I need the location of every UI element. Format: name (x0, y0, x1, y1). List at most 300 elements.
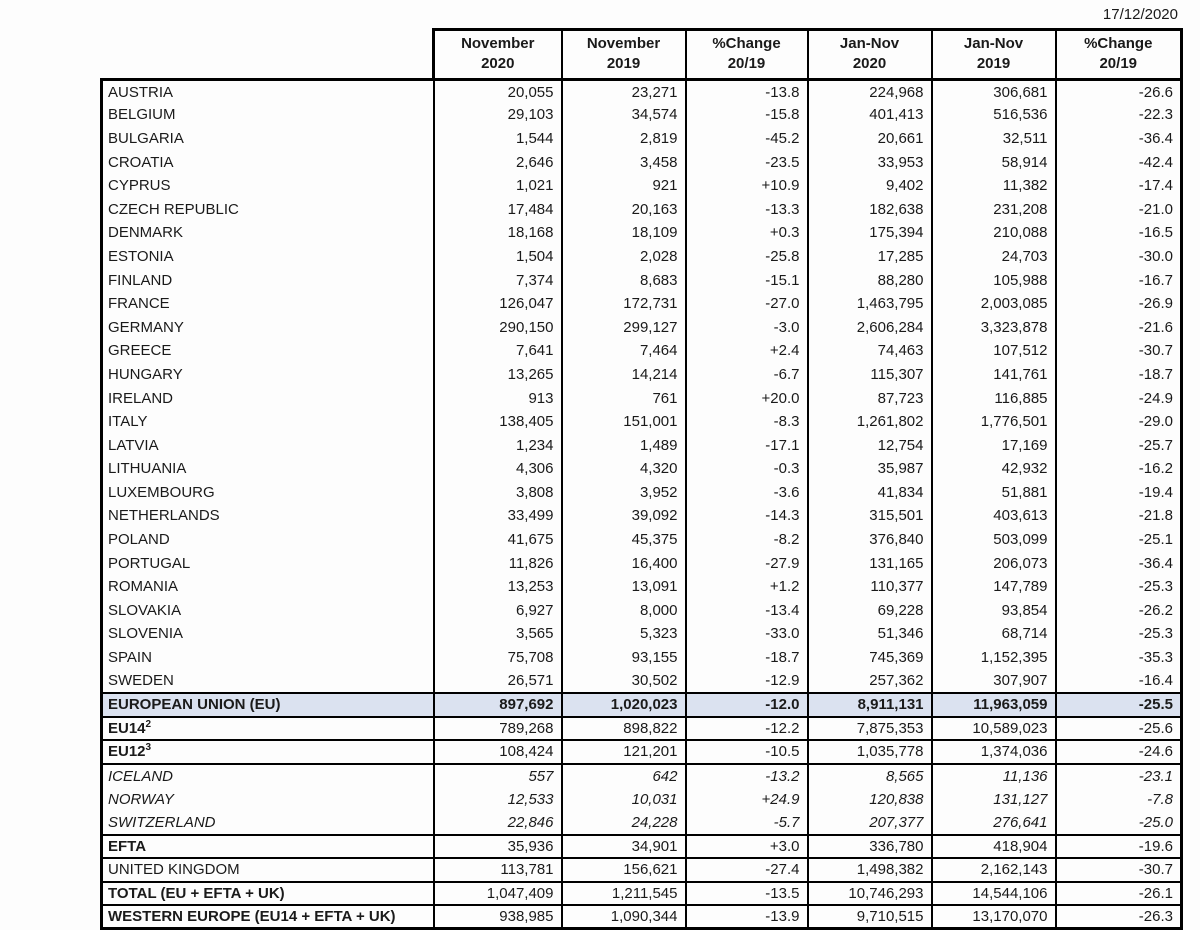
value-cell: 1,489 (562, 433, 686, 457)
value-cell: 16,400 (562, 551, 686, 575)
value-cell: 17,169 (932, 433, 1056, 457)
value-cell: -24.9 (1056, 386, 1182, 410)
value-cell: 224,968 (808, 80, 932, 104)
col-header-november-2019 (562, 30, 686, 80)
value-cell: 33,499 (434, 504, 562, 528)
value-cell: 299,127 (562, 315, 686, 339)
value-cell: 29,103 (434, 103, 562, 127)
value-cell: 110,377 (808, 575, 932, 599)
value-cell: 3,808 (434, 481, 562, 505)
value-cell: 20,163 (562, 197, 686, 221)
value-cell: 10,746,293 (808, 882, 932, 906)
row-norway (102, 787, 1182, 811)
value-cell: 87,723 (808, 386, 932, 410)
value-cell: +10.9 (686, 174, 808, 198)
row-switzerland (102, 811, 1182, 835)
value-cell: 13,170,070 (932, 905, 1056, 929)
value-cell: 913 (434, 386, 562, 410)
value-cell: -30.7 (1056, 858, 1182, 882)
row-france (102, 292, 1182, 316)
row-estonia (102, 245, 1182, 269)
row-label: EFTA (102, 835, 434, 859)
value-cell: -13.2 (686, 764, 808, 788)
value-cell: -42.4 (1056, 150, 1182, 174)
value-cell: 3,323,878 (932, 315, 1056, 339)
row-italy (102, 410, 1182, 434)
value-cell: -7.8 (1056, 787, 1182, 811)
value-cell: 1,234 (434, 433, 562, 457)
row-label: DENMARK (102, 221, 434, 245)
value-cell: -27.0 (686, 292, 808, 316)
value-cell: 32,511 (932, 127, 1056, 151)
value-cell: 14,544,106 (932, 882, 1056, 906)
value-cell: 642 (562, 764, 686, 788)
value-cell: 1,374,036 (932, 740, 1056, 764)
table-header-row (102, 30, 1182, 80)
row-slovakia (102, 599, 1182, 623)
value-cell: -25.6 (1056, 717, 1182, 741)
value-cell: -30.7 (1056, 339, 1182, 363)
row-romania (102, 575, 1182, 599)
row-iceland (102, 764, 1182, 788)
value-cell: 141,761 (932, 363, 1056, 387)
value-cell: -15.8 (686, 103, 808, 127)
row-latvia (102, 433, 1182, 457)
row-label: TOTAL (EU + EFTA + UK) (102, 882, 434, 906)
value-cell: 75,708 (434, 646, 562, 670)
value-cell: 516,536 (932, 103, 1056, 127)
value-cell: -13.4 (686, 599, 808, 623)
value-cell: 1,047,409 (434, 882, 562, 906)
value-cell: 10,031 (562, 787, 686, 811)
header-spacer (102, 30, 434, 80)
value-cell: 151,001 (562, 410, 686, 434)
value-cell: -16.7 (1056, 268, 1182, 292)
value-cell: 207,377 (808, 811, 932, 835)
value-cell: 376,840 (808, 528, 932, 552)
value-cell: 11,963,059 (932, 693, 1056, 717)
value-cell: 1,020,023 (562, 693, 686, 717)
row-ireland (102, 386, 1182, 410)
col-header-line2: 2020 (481, 55, 515, 72)
col-header-line1: %Change (712, 35, 781, 52)
value-cell: -6.7 (686, 363, 808, 387)
row-label: NORWAY (102, 787, 434, 811)
value-cell: 23,271 (562, 80, 686, 104)
table-body (102, 80, 1182, 929)
value-cell: 88,280 (808, 268, 932, 292)
col-header-line1: %Change (1084, 35, 1153, 52)
row-european-union-eu- (102, 693, 1182, 717)
col-header-line2: 2020 (852, 55, 887, 72)
value-cell: 897,692 (434, 693, 562, 717)
value-cell: 22,846 (434, 811, 562, 835)
report-date: 17/12/2020 (1102, 6, 1178, 23)
value-cell: -18.7 (686, 646, 808, 670)
value-cell: 12,754 (808, 433, 932, 457)
value-cell: 6,927 (434, 599, 562, 623)
value-cell: 276,641 (932, 811, 1056, 835)
value-cell: 8,565 (808, 764, 932, 788)
row-spain (102, 646, 1182, 670)
value-cell: 120,838 (808, 787, 932, 811)
value-cell: 789,268 (434, 717, 562, 741)
col-header--change-20-19 (1056, 30, 1182, 80)
value-cell: 5,323 (562, 622, 686, 646)
row-label: FRANCE (102, 292, 434, 316)
value-cell: 4,306 (434, 457, 562, 481)
row-sweden (102, 669, 1182, 693)
value-cell: -25.5 (1056, 693, 1182, 717)
value-cell: -26.9 (1056, 292, 1182, 316)
value-cell: 1,021 (434, 174, 562, 198)
footnote-marker: 3 (145, 742, 152, 754)
value-cell: -15.1 (686, 268, 808, 292)
value-cell: 13,265 (434, 363, 562, 387)
value-cell: 1,035,778 (808, 740, 932, 764)
value-cell: -25.0 (1056, 811, 1182, 835)
col-header--change-20-19 (686, 30, 808, 80)
value-cell: 131,127 (932, 787, 1056, 811)
value-cell: 41,834 (808, 481, 932, 505)
row-label: ROMANIA (102, 575, 434, 599)
row-czech-republic (102, 197, 1182, 221)
value-cell: 105,988 (932, 268, 1056, 292)
value-cell: 93,854 (932, 599, 1056, 623)
value-cell: 34,574 (562, 103, 686, 127)
value-cell: 401,413 (808, 103, 932, 127)
row-poland (102, 528, 1182, 552)
value-cell: 24,703 (932, 245, 1056, 269)
value-cell: 315,501 (808, 504, 932, 528)
value-cell: 20,661 (808, 127, 932, 151)
value-cell: -21.8 (1056, 504, 1182, 528)
value-cell: 51,346 (808, 622, 932, 646)
col-header-line2: 2019 (976, 55, 1011, 72)
value-cell: -8.2 (686, 528, 808, 552)
value-cell: 761 (562, 386, 686, 410)
row-eu14 (102, 717, 1182, 741)
col-header-line2: 20/19 (727, 55, 766, 72)
value-cell: -25.3 (1056, 622, 1182, 646)
value-cell: +2.4 (686, 339, 808, 363)
row-portugal (102, 551, 1182, 575)
value-cell: 17,484 (434, 197, 562, 221)
row-finland (102, 268, 1182, 292)
row-label: GREECE (102, 339, 434, 363)
value-cell: 11,136 (932, 764, 1056, 788)
value-cell: -18.7 (1056, 363, 1182, 387)
value-cell: 131,165 (808, 551, 932, 575)
row-label: PORTUGAL (102, 551, 434, 575)
col-header-line1: November (461, 35, 535, 52)
row-label: POLAND (102, 528, 434, 552)
value-cell: 7,464 (562, 339, 686, 363)
value-cell: 138,405 (434, 410, 562, 434)
value-cell: 1,211,545 (562, 882, 686, 906)
value-cell: -26.1 (1056, 882, 1182, 906)
value-cell: -26.3 (1056, 905, 1182, 929)
row-lithuania (102, 457, 1182, 481)
value-cell: +20.0 (686, 386, 808, 410)
value-cell: 403,613 (932, 504, 1056, 528)
value-cell: -33.0 (686, 622, 808, 646)
row-label: SWITZERLAND (102, 811, 434, 835)
value-cell: +0.3 (686, 221, 808, 245)
value-cell: 938,985 (434, 905, 562, 929)
car-registrations-table (100, 28, 1183, 930)
row-label: NETHERLANDS (102, 504, 434, 528)
value-cell: 336,780 (808, 835, 932, 859)
value-cell: -5.7 (686, 811, 808, 835)
value-cell: 503,099 (932, 528, 1056, 552)
row-label: ITALY (102, 410, 434, 434)
value-cell: 68,714 (932, 622, 1056, 646)
value-cell: 4,320 (562, 457, 686, 481)
value-cell: -35.3 (1056, 646, 1182, 670)
value-cell: -12.2 (686, 717, 808, 741)
row-label: SPAIN (102, 646, 434, 670)
value-cell: -17.1 (686, 433, 808, 457)
value-cell: 51,881 (932, 481, 1056, 505)
row-label: SLOVENIA (102, 622, 434, 646)
value-cell: 33,953 (808, 150, 932, 174)
value-cell: 10,589,023 (932, 717, 1056, 741)
value-cell: 30,502 (562, 669, 686, 693)
row-label: LATVIA (102, 433, 434, 457)
value-cell: 7,641 (434, 339, 562, 363)
value-cell: 2,819 (562, 127, 686, 151)
value-cell: 557 (434, 764, 562, 788)
row-label: EUROPEAN UNION (EU) (102, 693, 434, 717)
value-cell: 1,498,382 (808, 858, 932, 882)
value-cell: -30.0 (1056, 245, 1182, 269)
col-header-line2: 20/19 (1099, 55, 1138, 72)
row-eu12 (102, 740, 1182, 764)
value-cell: 39,092 (562, 504, 686, 528)
row-label: BULGARIA (102, 127, 434, 151)
col-header-line1: Jan-Nov (963, 35, 1024, 52)
value-cell: 107,512 (932, 339, 1056, 363)
value-cell: -12.9 (686, 669, 808, 693)
value-cell: -45.2 (686, 127, 808, 151)
row-cyprus (102, 174, 1182, 198)
value-cell: -8.3 (686, 410, 808, 434)
value-cell: -36.4 (1056, 551, 1182, 575)
value-cell: +24.9 (686, 787, 808, 811)
value-cell: 8,683 (562, 268, 686, 292)
value-cell: 156,621 (562, 858, 686, 882)
value-cell: -25.7 (1056, 433, 1182, 457)
value-cell: -3.6 (686, 481, 808, 505)
value-cell: 307,907 (932, 669, 1056, 693)
value-cell: 8,000 (562, 599, 686, 623)
value-cell: +1.2 (686, 575, 808, 599)
value-cell: -27.9 (686, 551, 808, 575)
value-cell: 2,003,085 (932, 292, 1056, 316)
value-cell: 147,789 (932, 575, 1056, 599)
row-label: SWEDEN (102, 669, 434, 693)
value-cell: 3,458 (562, 150, 686, 174)
value-cell: -21.6 (1056, 315, 1182, 339)
value-cell: 34,901 (562, 835, 686, 859)
value-cell: 17,285 (808, 245, 932, 269)
row-luxembourg (102, 481, 1182, 505)
row-denmark (102, 221, 1182, 245)
value-cell: 26,571 (434, 669, 562, 693)
value-cell: 257,362 (808, 669, 932, 693)
value-cell: 7,875,353 (808, 717, 932, 741)
value-cell: 14,214 (562, 363, 686, 387)
value-cell: 8,911,131 (808, 693, 932, 717)
value-cell: 921 (562, 174, 686, 198)
value-cell: 108,424 (434, 740, 562, 764)
value-cell: 13,253 (434, 575, 562, 599)
value-cell: -23.1 (1056, 764, 1182, 788)
row-germany (102, 315, 1182, 339)
value-cell: -21.0 (1056, 197, 1182, 221)
value-cell: 35,936 (434, 835, 562, 859)
value-cell: -10.5 (686, 740, 808, 764)
value-cell: 3,565 (434, 622, 562, 646)
value-cell: 1,152,395 (932, 646, 1056, 670)
row-label: UNITED KINGDOM (102, 858, 434, 882)
value-cell: -13.3 (686, 197, 808, 221)
value-cell: -13.5 (686, 882, 808, 906)
value-cell: -22.3 (1056, 103, 1182, 127)
row-label: ICELAND (102, 764, 434, 788)
value-cell: -12.0 (686, 693, 808, 717)
value-cell: 13,091 (562, 575, 686, 599)
value-cell: 58,914 (932, 150, 1056, 174)
row-label: EU12$^3$ (102, 740, 434, 764)
value-cell: 210,088 (932, 221, 1056, 245)
value-cell: -25.8 (686, 245, 808, 269)
value-cell: 2,162,143 (932, 858, 1056, 882)
row-total-eu-efta-uk- (102, 882, 1182, 906)
value-cell: 9,402 (808, 174, 932, 198)
row-bulgaria (102, 127, 1182, 151)
value-cell: +3.0 (686, 835, 808, 859)
row-greece (102, 339, 1182, 363)
value-cell: 113,781 (434, 858, 562, 882)
row-efta (102, 835, 1182, 859)
row-label: CYPRUS (102, 174, 434, 198)
value-cell: -13.8 (686, 80, 808, 104)
value-cell: -3.0 (686, 315, 808, 339)
value-cell: -27.4 (686, 858, 808, 882)
value-cell: 2,028 (562, 245, 686, 269)
value-cell: 290,150 (434, 315, 562, 339)
value-cell: -16.2 (1056, 457, 1182, 481)
value-cell: 1,090,344 (562, 905, 686, 929)
value-cell: 35,987 (808, 457, 932, 481)
value-cell: 69,228 (808, 599, 932, 623)
value-cell: -29.0 (1056, 410, 1182, 434)
value-cell: 745,369 (808, 646, 932, 670)
col-header-line1: Jan-Nov (839, 35, 900, 52)
value-cell: 18,168 (434, 221, 562, 245)
value-cell: 1,463,795 (808, 292, 932, 316)
value-cell: 231,208 (932, 197, 1056, 221)
value-cell: -25.1 (1056, 528, 1182, 552)
table-header (102, 30, 1182, 80)
value-cell: -36.4 (1056, 127, 1182, 151)
value-cell: 1,776,501 (932, 410, 1056, 434)
value-cell: 172,731 (562, 292, 686, 316)
value-cell: 175,394 (808, 221, 932, 245)
value-cell: 12,533 (434, 787, 562, 811)
value-cell: -16.4 (1056, 669, 1182, 693)
col-header-jan-nov-2020 (808, 30, 932, 80)
value-cell: 74,463 (808, 339, 932, 363)
value-cell: 11,382 (932, 174, 1056, 198)
value-cell: 1,261,802 (808, 410, 932, 434)
value-cell: 11,826 (434, 551, 562, 575)
col-header-jan-nov-2019 (932, 30, 1056, 80)
value-cell: 206,073 (932, 551, 1056, 575)
value-cell: -19.4 (1056, 481, 1182, 505)
value-cell: 898,822 (562, 717, 686, 741)
value-cell: 45,375 (562, 528, 686, 552)
footnote-marker: 2 (145, 718, 152, 730)
value-cell: 3,952 (562, 481, 686, 505)
row-label: LITHUANIA (102, 457, 434, 481)
col-header-line1: November (586, 35, 661, 52)
value-cell: 7,374 (434, 268, 562, 292)
row-label: HUNGARY (102, 363, 434, 387)
row-label: LUXEMBOURG (102, 481, 434, 505)
row-austria (102, 80, 1182, 104)
value-cell: 306,681 (932, 80, 1056, 104)
value-cell: -0.3 (686, 457, 808, 481)
value-cell: -14.3 (686, 504, 808, 528)
row-slovenia (102, 622, 1182, 646)
value-cell: -23.5 (686, 150, 808, 174)
value-cell: 41,675 (434, 528, 562, 552)
value-cell: 93,155 (562, 646, 686, 670)
value-cell: 1,544 (434, 127, 562, 151)
value-cell: -19.6 (1056, 835, 1182, 859)
value-cell: 418,904 (932, 835, 1056, 859)
value-cell: 126,047 (434, 292, 562, 316)
value-cell: -16.5 (1056, 221, 1182, 245)
value-cell: 20,055 (434, 80, 562, 104)
row-western-europe-eu14-efta-uk- (102, 905, 1182, 929)
row-label: SLOVAKIA (102, 599, 434, 623)
value-cell: 2,646 (434, 150, 562, 174)
value-cell: -26.2 (1056, 599, 1182, 623)
value-cell: -13.9 (686, 905, 808, 929)
value-cell: -17.4 (1056, 174, 1182, 198)
value-cell: 182,638 (808, 197, 932, 221)
col-header-november-2020 (434, 30, 562, 80)
row-label: EU14$^2$ (102, 717, 434, 741)
row-label: IRELAND (102, 386, 434, 410)
row-label: AUSTRIA (102, 80, 434, 104)
row-label: FINLAND (102, 268, 434, 292)
value-cell: -24.6 (1056, 740, 1182, 764)
value-cell: 24,228 (562, 811, 686, 835)
col-header-line2: 2019 (606, 55, 641, 72)
value-cell: 2,606,284 (808, 315, 932, 339)
value-cell: 121,201 (562, 740, 686, 764)
row-label: WESTERN EUROPE (EU14 + EFTA + UK) (102, 905, 434, 929)
row-netherlands (102, 504, 1182, 528)
value-cell: -25.3 (1056, 575, 1182, 599)
row-label: BELGIUM (102, 103, 434, 127)
row-hungary (102, 363, 1182, 387)
